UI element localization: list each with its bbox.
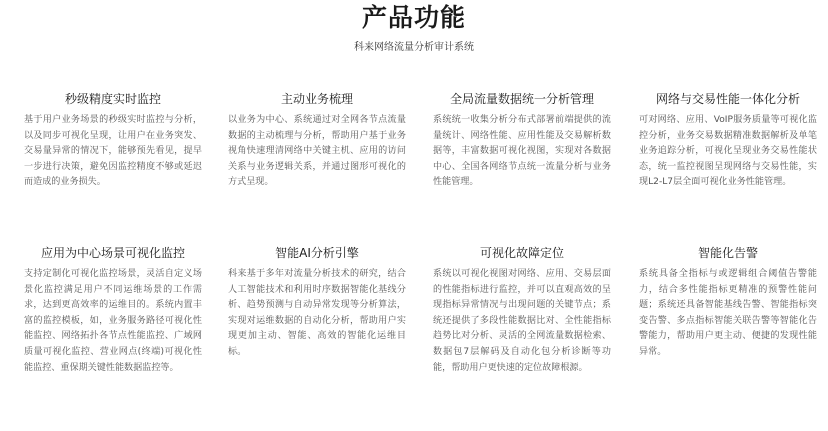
feature-visual-fault-location bbox=[433, 245, 611, 376]
feature-title: 智能AI分析引擎 bbox=[275, 246, 359, 260]
feature-description: 科来基于多年对流量分析技术的研究，结合人工智能技术和利用时序数据智能化基线分析、趋势预测与自动异常发现等分析算法，实现对运维数据的自动化分析，帮助用户实现更加主动、智能、高效的智能化运维目标。 bbox=[228, 269, 406, 357]
feature-description: 可对网络、应用、VoIP服务质量等可视化监控分析，业务交易数据精准数据解析及单笔业务追踪分析，可视化呈现业务交易性能状态，统一监控视图呈现网络与交易性能，实现L2-L7层全面可视化业务性能管理。 bbox=[639, 115, 817, 188]
feature-business-sorting bbox=[228, 91, 406, 191]
feature-network-transaction-analysis bbox=[639, 91, 817, 191]
feature-title: 网络与交易性能一体化分析 bbox=[655, 92, 800, 106]
feature-intelligent-alerting bbox=[639, 245, 817, 361]
feature-global-traffic-management bbox=[433, 91, 611, 191]
feature-description: 基于用户业务场景的秒级实时监控与分析，以及同步可视化呈现，让用户在业务突发、交易量异常的情况下，能够预先看见，提早一步进行决策，避免因监控精度不够或延迟而造成的业务损失。 bbox=[24, 115, 202, 188]
feature-description: 系统统一收集分析分布式部署前端提供的流量统计、网络性能、应用性能及交易解析数据等，丰富数据可视化视图，实现对各数据中心、全国各网络节点统一流量分析与业务性能管理。 bbox=[433, 115, 611, 188]
feature-title: 全局流量数据统一分析管理 bbox=[449, 92, 594, 106]
feature-description: 支持定制化可视化监控场景，灵活自定义场景化监控满足用户不同运维场景的工作需求，达到更高效率的运维目的。系统内置丰富的监控模板，如，业务服务路径可视化性能监控、网络拓扑各节点性能监控、广域网质量可视化监控、营业网点(终端)可视化性能监控、重保期关键性能数据监控等。 bbox=[24, 269, 202, 373]
feature-ai-analysis-engine bbox=[228, 245, 406, 361]
feature-title: 智能化告警 bbox=[697, 246, 758, 260]
page-title: 产品功能 bbox=[361, 3, 466, 32]
feature-title: 应用为中心场景可视化监控 bbox=[40, 246, 185, 260]
feature-description: 系统以可视化视图对网络、应用、交易层面的性能指标进行监控，并可以直观高效的呈现指标异常情况与出现问题的关键节点；系统还提供了多段性能数据比对、全性能指标趋势比对分析、灵活的全网流量数据检索、数据包7层解码及自动化包分析诊断等功能，帮助用户更快速的定位故障根源。 bbox=[433, 269, 611, 373]
feature-title: 主动业务梳理 bbox=[280, 92, 353, 106]
feature-realtime-monitoring bbox=[24, 91, 202, 191]
page-subtitle: 科来网络流量分析审计系统 bbox=[354, 42, 474, 53]
feature-title: 秒级精度实时监控 bbox=[64, 92, 161, 106]
feature-description: 系统具备全指标与或逻辑组合阈值告警能力，结合多性能指标更精准的预警性能问题；系统还具备智能基线告警、智能指标突变告警、多点指标智能关联告警等智能化告警能力，帮助用户更主动、便捷的发现性能异常。 bbox=[639, 269, 817, 357]
feature-description: 以业务为中心、系统通过对全网各节点流量数据的主动梳理与分析，帮助用户基于业务视角快速理清网络中关键主机、应用的访问关系与业务逻辑关系，并通过图形可视化的方式呈现。 bbox=[228, 115, 406, 188]
feature-title: 可视化故障定位 bbox=[479, 246, 564, 260]
feature-scenario-visual-monitoring bbox=[24, 245, 202, 376]
